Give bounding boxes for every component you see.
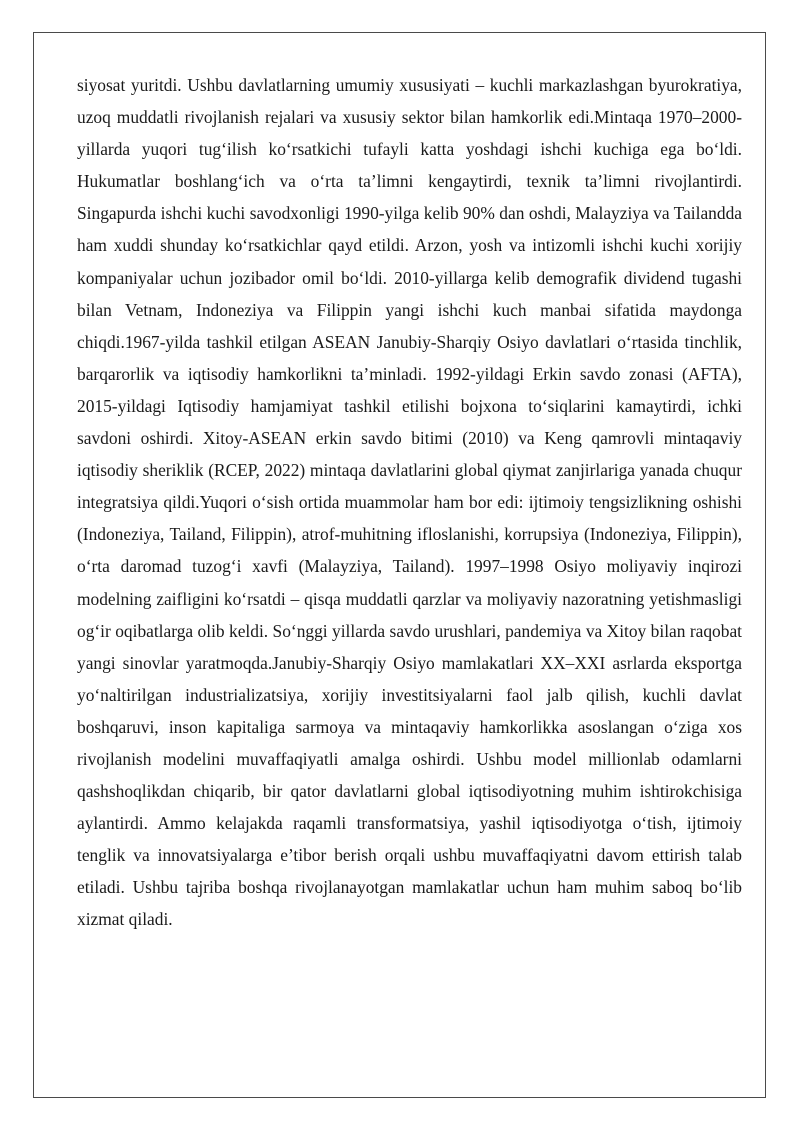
body-paragraph: siyosat yuritdi. Ushbu davlatlarning umumiy xususiyati – kuchli markazlashgan byurokratiya, uzoq muddatli rivojlanish rejalari va xususiy sektor bilan hamkorlik edi.Mintaqa 1970–2000-yillarda yuqori tug‘ilish ko‘rsatkichi tufayli katta yoshdagi ishchi kuchiga ega bo‘ldi. Hukumatlar boshlang‘ich va o‘rta ta’limni kengaytirdi, texnik ta’limni rivojlantirdi. Singapurda ishchi kuchi savodxonligi 1990-yilga kelib 90% dan oshdi, Malayziya va Tailandda ham xuddi shunday ko‘rsatkichlar qayd etildi. Arzon, yosh va intizomli ishchi kuchi xorijiy kompaniyalar uchun jozibador omil bo‘ldi. 2010-yillarga kelib demografik dividend tugashi bilan Vetnam, Indoneziya va Filippin yangi ishchi kuch manbai sifatida maydonga chiqdi.1967-yilda tashkil etilgan ASEAN Janubiy-Sharqiy Osiyo davlatlari o‘rtasida tinchlik, barqarorlik va iqtisodiy hamkorlikni ta’minladi. 1992-yildagi Erkin savdo zonasi (AFTA), 2015-yildagi Iqtisodiy hamjamiyat tashkil etilishi bojxona to‘siqlarini kamaytirdi, ichki savdoni oshirdi. Xitoy-ASEAN erkin savdo bitimi (2010) va Keng qamrovli mintaqaviy iqtisodiy sheriklik (RCEP, 2022) mintaqa davlatlarini global qiymat zanjirlariga yanada chuqur integratsiya qildi.Yuqori o‘sish ortida muammolar ham bor edi: ijtimoiy tengsizlikning oshishi (Indoneziya, Tailand, Filippin), atrof-muhitning ifloslanishi, korrupsiya (Indoneziya, Filippin), o‘rta daromad tuzog‘i xavfi (Malayziya, Tailand). 1997–1998 Osiyo moliyaviy inqirozi modelning zaifligini ko‘rsatdi – qisqa muddatli qarzlar va moliyaviy nazoratning yetishmasligi og‘ir oqibatlarga olib keldi. So‘nggi yillarda savdo urushlari, pandemiya va Xitoy bilan raqobat yangi sinovlar yaratmoqda.Janubiy-Sharqiy Osiyo mamlakatlari XX–XXI asrlarda eksportga yo‘naltirilgan industrializatsiya, xorijiy investitsiyalarni faol jalb qilish, kuchli davlat boshqaruvi, inson kapitaliga sarmoya va mintaqaviy hamkorlikka asoslangan o‘ziga xos rivojlanish modelini muvaffaqiyatli amalga oshirdi. Ushbu model millionlab odamlarni qashshoqlikdan chiqarib, bir qator davlatlarni global iqtisodiyotning muhim ishtirokchisiga aylantirdi. Ammo kelajakda raqamli transformatsiya, yashil iqtisodiyotga o‘tish, ijtimoiy tenglik va innovatsiyalarga e’tibor berish orqali ushbu muvaffaqiyatni davom ettirish talab etiladi. Ushbu tajriba boshqa rivojlanayotgan mamlakatlar uchun ham muhim saboq bo‘lib xizmat qiladi. bbox=[77, 75, 742, 930]
